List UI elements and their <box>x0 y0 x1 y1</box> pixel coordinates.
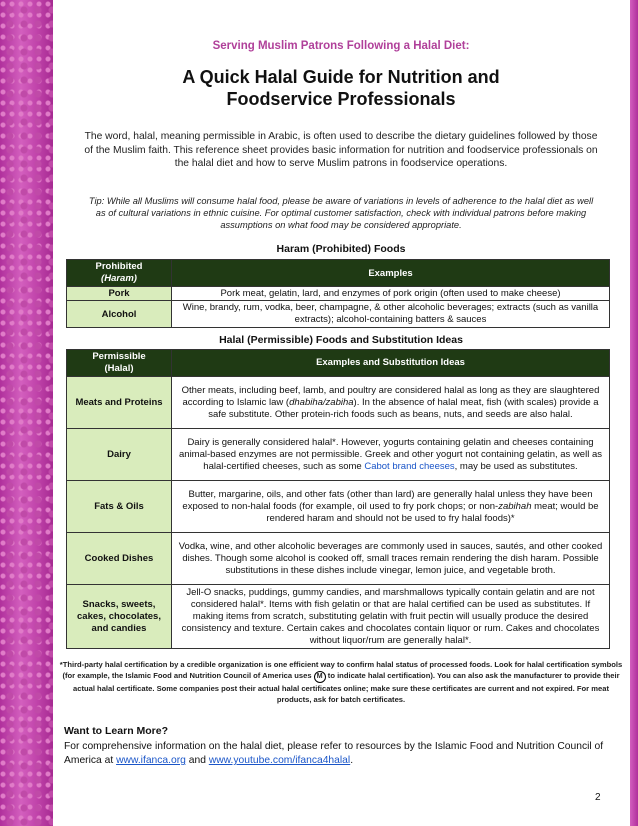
footnote-b: to indicate halal certification). You can also ask the manufacturer to provide their actual halal certificate. Some companies post their actual halal certificates online; make sure these certificates are current and not expired. For meat products, ask for batch certificates. <box>73 671 620 704</box>
halal-text-fats-a: Butter, margarine, oils, and other fats (other than lard) are generally halal unless they have been exposed to non-halal foods (for example, oil used to fry pork chops; or non- <box>182 488 593 512</box>
halal-cat-meats: Meats and Proteins <box>67 377 172 429</box>
table-row <box>67 301 610 328</box>
halal-heading: Halal (Permissible) Foods and Substitution Ideas <box>219 334 463 346</box>
learn-more-end: . <box>350 755 354 766</box>
title-line-2: Foodservice Professionals <box>226 89 456 109</box>
haram-heading: Haram (Prohibited) Foods <box>276 243 406 255</box>
halal-text-cooked: Vodka, wine, and other alcoholic beverages are commonly used in sauces, sautés, and other cooked dishes. Though some alcohol is cooked off, small traces remain rendering the dish haram. Possible substitutions in these dishes include vinegar, lemon juice, and vegetable broth. <box>172 533 610 585</box>
halal-cat-fats: Fats & Oils <box>67 481 172 533</box>
table-row <box>67 377 610 429</box>
footnote <box>56 659 626 705</box>
table-row <box>67 481 610 533</box>
table-row <box>67 585 610 649</box>
halal-cat-snacks: Snacks, sweets, cakes, chocolates, and candies <box>67 585 172 649</box>
halal-col-examples: Examples and Substitution Ideas <box>172 350 610 377</box>
page-title <box>64 66 618 110</box>
halal-text-dairy-a: Dairy is generally considered halal*. However, yogurts containing gelatin and cheeses containing animal-based enzymes are not permissible. Greek and other yogurt not containing gelatin, as well as halal-certified cheeses, such as some <box>179 436 602 472</box>
halal-col1-b: (Halal) <box>104 363 134 374</box>
haram-col1-a: Prohibited <box>95 261 143 272</box>
haram-col1-b: (Haram) <box>101 273 137 284</box>
footnote-a: *Third-party halal certification by a credible organization is one efficient way to confirm halal status of processed foods. Look for halal certification symbols (for example, the Islamic Food and Nutrition Council of America uses <box>59 660 623 680</box>
page-number: 2 <box>595 792 601 803</box>
haram-col-category <box>67 260 172 287</box>
table-row <box>67 533 610 585</box>
youtube-link[interactable]: www.youtube.com/ifanca4halal <box>208 755 351 766</box>
tip-paragraph: Tip: While all Muslims will consume halal food, please be aware of variations in levels of adherence to the halal diet as well as of cultural variations in ethnic cuisine. For optimal customer satisfaction, check with individual patrons before making assumptions on what food may be considered appropriate. <box>88 196 594 230</box>
halal-text-meats-a: Other meats, including beef, lamb, and poultry are considered halal as long as they are slaughtered according to Islamic law ( <box>181 384 600 408</box>
halal-table-header <box>67 350 610 377</box>
decorative-border-left <box>0 0 53 826</box>
table-row <box>67 429 610 481</box>
subtitle: Serving Muslim Patrons Following a Halal Diet: <box>212 40 470 52</box>
learn-more-a: For comprehensive information on the halal diet, please refer to resources by the Islamic Food and Nutrition Council of America at <box>64 741 604 766</box>
learn-more-mid: and <box>185 755 209 766</box>
haram-text-pork: Pork meat, gelatin, lard, and enzymes of pork origin (often used to make cheese) <box>172 287 610 301</box>
haram-table-header <box>67 260 610 287</box>
halal-text-meats <box>172 377 610 429</box>
table-row <box>67 287 610 301</box>
halal-cat-cooked: Cooked Dishes <box>67 533 172 585</box>
ifanca-link[interactable]: www.ifanca.org <box>116 755 186 766</box>
halal-text-fats <box>172 481 610 533</box>
halal-text-meats-b: ). In the absence of halal meat, fish (with scales) provide a safe substitute. Other protein-rich foods such as beans, nuts, and seeds are also halal. <box>208 396 599 420</box>
title-line-1: A Quick Halal Guide for Nutrition and <box>182 67 500 87</box>
cabot-link[interactable]: Cabot brand cheeses <box>364 460 455 472</box>
ifanca-logo-icon: M <box>314 671 326 683</box>
halal-text-fats-i: zabihah <box>498 500 532 512</box>
halal-cat-dairy: Dairy <box>67 429 172 481</box>
haram-cat-alcohol: Alcohol <box>67 301 172 328</box>
intro-paragraph: The word, halal, meaning permissible in Arabic, is often used to describe the dietary guidelines followed by those of the Muslim faith. This reference sheet provides basic information for nutrition and foodservice professionals on the halal diet and how to serve Muslim patrons in foodservice operations. <box>84 131 598 169</box>
halal-text-snacks: Jell-O snacks, puddings, gummy candies, and marshmallows typically contain gelatin and are not considered halal*. Items with fish gelatin or that are halal certified can be used as substitutes. If making items from scratch, substituting gelatin with fruit pectin will usually produce the desired consistency and texture. Certain cakes and chocolates contain liquor or rum. Cakes and chocolates without liquor/rum are generally halal*. <box>172 585 610 649</box>
halal-text-dairy <box>172 429 610 481</box>
haram-text-alcohol: Wine, brandy, rum, vodka, beer, champagne, & other alcoholic beverages; extracts (such as vanilla extracts); alcohol-containing batters & sauces <box>172 301 610 328</box>
halal-text-dairy-b: , may be used as substitutes. <box>454 460 578 472</box>
halal-col-category <box>67 350 172 377</box>
haram-table <box>66 259 610 328</box>
learn-more-text <box>64 740 604 768</box>
halal-table <box>66 349 610 649</box>
halal-col1-a: Permissible <box>92 351 146 362</box>
halal-text-meats-i: dhabiha/zabiha <box>289 396 354 408</box>
decorative-border-right <box>630 0 638 826</box>
haram-col-examples: Examples <box>172 260 610 287</box>
learn-more-heading: Want to Learn More? <box>64 725 169 737</box>
halal-text-fats-b: meat; would be rendered haram and should not be used to fry halal foods)* <box>266 500 599 524</box>
haram-cat-pork: Pork <box>67 287 172 301</box>
